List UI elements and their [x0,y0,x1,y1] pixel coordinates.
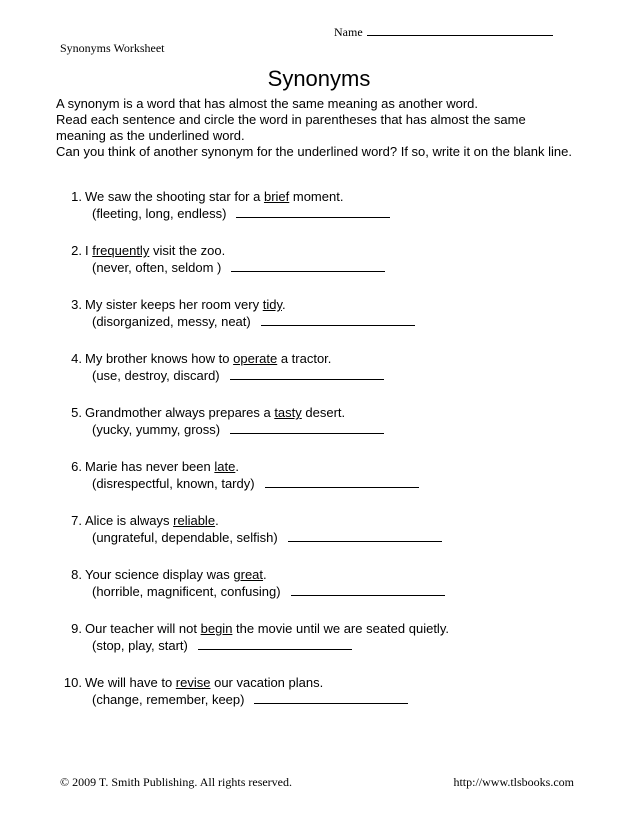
question-choices [92,583,445,599]
answer-blank-line[interactable] [291,583,445,596]
question-list [56,189,596,729]
question-number: 8. [71,567,82,582]
question-item [56,675,596,729]
question-choices [92,205,390,221]
sentence-text: Alice is always [85,513,174,528]
sentence-text: Our teacher will not [85,621,201,636]
choice-options[interactable]: (disorganized, messy, neat) [92,314,251,329]
underlined-word: brief [263,189,290,204]
question-item [56,243,596,297]
answer-blank-line[interactable] [230,421,384,434]
answer-blank-line[interactable] [265,475,419,488]
question-item [56,621,596,675]
answer-blank-line[interactable] [198,637,352,650]
choice-options[interactable]: (stop, play, start) [92,638,188,653]
question-sentence [85,351,331,366]
sentence-text: . [263,567,267,582]
question-item [56,459,596,513]
question-choices [92,529,442,545]
question-number: 9. [71,621,82,636]
sentence-text: desert. [301,405,346,420]
question-sentence [85,297,286,312]
choice-options[interactable]: (disrespectful, known, tardy) [92,476,255,491]
underlined-word: reliable [173,513,216,528]
page-title: Synonyms [267,66,371,91]
question-number: 3. [71,297,82,312]
sentence-text: My sister keeps her room very [85,297,263,312]
question-choices [92,475,419,491]
question-choices [92,367,384,383]
sentence-text: the movie until we are seated quietly. [232,621,449,636]
question-choices [92,259,385,275]
choice-options[interactable]: (horrible, magnificent, confusing) [92,584,281,599]
question-choices [92,421,384,437]
answer-blank-line[interactable] [231,259,385,272]
choice-options[interactable]: (yucky, yummy, gross) [92,422,221,437]
choice-options[interactable]: (fleeting, long, endless) [92,206,227,221]
question-item [56,297,596,351]
copyright-notice: © 2009 T. Smith Publishing. All rights reserved. [60,775,293,789]
sentence-text: Marie has never been [85,459,215,474]
instructions [56,96,576,160]
underlined-word: tasty [274,405,302,420]
question-item [56,351,596,405]
underlined-word: tidy [262,297,282,312]
question-item [56,189,596,243]
name-blank-line[interactable] [367,24,553,36]
sentence-text: Your science display was [85,567,234,582]
question-number: 5. [71,405,82,420]
choice-options[interactable]: (change, remember, keep) [92,692,245,707]
underlined-word: great [233,567,264,582]
name-label: Name [334,25,363,39]
sentence-text: My brother knows how to [85,351,234,366]
sentence-text: a tractor. [277,351,332,366]
question-item [56,567,596,621]
answer-blank-line[interactable] [261,313,415,326]
choice-options[interactable]: (never, often, seldom ) [92,260,222,275]
underlined-word: late [214,459,236,474]
question-sentence [85,459,239,474]
sentence-text: . [281,297,286,312]
underlined-word: frequently [92,243,150,258]
underlined-word: revise [175,675,211,690]
question-choices [92,637,352,653]
question-sentence [85,243,225,258]
question-number: 6. [71,459,82,474]
question-sentence [85,189,343,204]
sentence-text: We saw the shooting star for a [85,189,264,204]
sentence-text: our vacation plans. [210,675,324,690]
answer-blank-line[interactable] [254,691,408,704]
answer-blank-line[interactable] [236,205,390,218]
choice-options[interactable]: (ungrateful, dependable, selfish) [92,530,278,545]
question-number: 4. [71,351,82,366]
question-sentence [85,405,345,420]
sentence-text: visit the zoo. [149,243,226,258]
question-item [56,405,596,459]
footer-url[interactable]: http://www.tlsbooks.com [453,775,574,789]
sentence-text: . [215,513,219,528]
sentence-text: We will have to [85,675,176,690]
question-number: 2. [71,243,82,258]
instruction-line: A synonym is a word that has almost the same meaning as another word. [56,96,478,111]
question-choices [92,313,415,329]
sentence-text: Grandmother always prepares a [85,405,275,420]
sentence-text: . [235,459,239,474]
choice-options[interactable]: (use, destroy, discard) [92,368,220,383]
answer-blank-line[interactable] [230,367,384,380]
instruction-line: Read each sentence and circle the word in parentheses that has almost the same meaning as the underlined word. [56,112,526,143]
question-number: 7. [71,513,82,528]
sentence-text: I [85,243,93,258]
worksheet-label: Synonyms Worksheet [60,41,165,55]
underlined-word: operate [233,351,278,366]
question-sentence [85,513,219,528]
name-field [334,24,553,40]
question-sentence [85,567,267,582]
sentence-text: moment. [289,189,344,204]
question-choices [92,691,408,707]
question-number: 10. [63,675,82,690]
underlined-word: begin [200,621,233,636]
question-item [56,513,596,567]
instruction-line: Can you think of another synonym for the underlined word? If so, write it on the blank line. [56,144,572,159]
question-sentence [85,621,449,636]
question-number: 1. [71,189,82,204]
answer-blank-line[interactable] [288,529,442,542]
question-sentence [85,675,323,690]
